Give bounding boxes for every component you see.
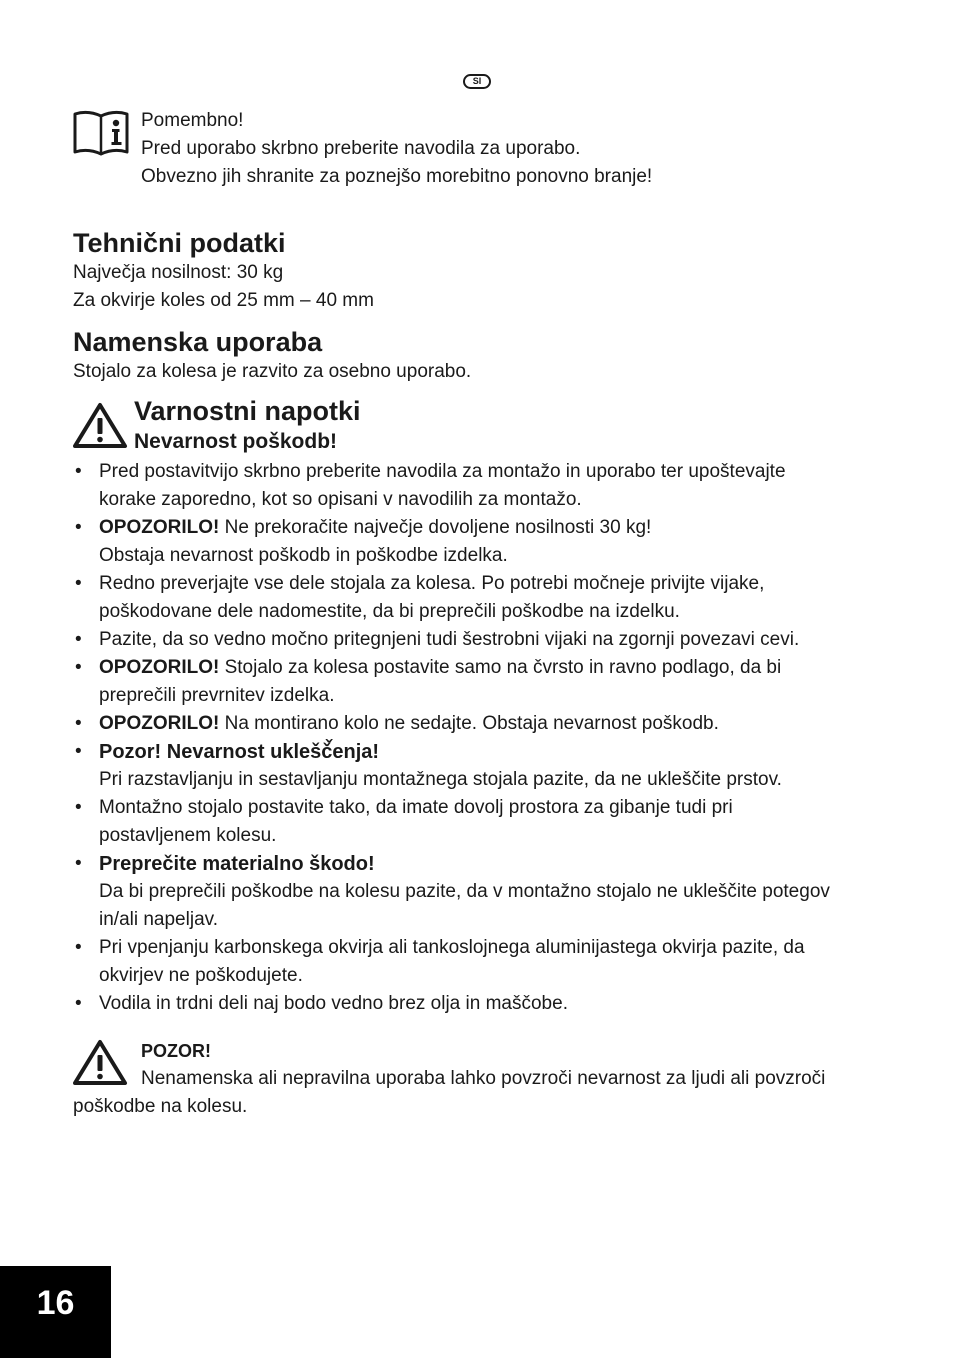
caution-title: POZOR! <box>141 1041 211 1061</box>
list-item-text: • Pri vpenjanju karbonskega okvirja ali tankoslojnega aluminijastega okvirja pazite, da <box>99 937 805 958</box>
use-text: Stojalo za kolesa je razvito za osebno uporabo. <box>73 361 472 382</box>
warning-label: OPOZORILO! <box>99 517 220 538</box>
language-badge: SI <box>463 74 491 89</box>
list-item-text: • Pred postavitvijo skrbno preberite navodila za montažo in uporabo ter upoštevajte <box>99 461 786 482</box>
warning-triangle-icon <box>72 401 128 449</box>
list-item <box>73 934 903 990</box>
notice-line-1: Pomembno! <box>141 110 244 131</box>
list-item-text: preprečili prevrnitev izdelka. <box>99 685 335 706</box>
caution-line-2: poškodbe na kolesu. <box>73 1096 248 1117</box>
list-item-text: Obstaja nevarnost poškodb in poškodbe izdelka. <box>99 545 508 566</box>
list-item <box>73 990 903 1018</box>
tech-line-1: Največja nosilnost: 30 kg <box>73 262 284 283</box>
tech-line-2: Za okvirje koles od 25 mm – 40 mm <box>73 290 374 311</box>
list-item-text: in/ali napeljav. <box>99 909 219 930</box>
list-item-text: • Vodila in trdni deli naj bodo vedno brez olja in maščobe. <box>99 993 568 1014</box>
list-item <box>73 654 903 710</box>
list-item <box>73 626 903 654</box>
warning-triangle-icon <box>72 1038 128 1086</box>
notice-line-3: Obvezno jih shranite za poznejšo morebitno ponovno branje! <box>141 166 653 187</box>
warning-label: OPOZORILO! <box>99 657 220 678</box>
list-item-text: Pri razstavljanju in sestavljanju montažnega stojala pazite, da ne uklešč̌ite prstov. <box>99 769 782 790</box>
warning-label: OPOZORILO! <box>99 713 220 734</box>
list-item-text: okvirjev ne poškodujete. <box>99 965 303 986</box>
list-item <box>73 794 903 850</box>
list-item <box>73 458 903 514</box>
list-item-text: postavljenem kolesu. <box>99 825 277 846</box>
notice-line-2: Pred uporabo skrbno preberite navodila za uporabo. <box>141 138 581 159</box>
list-item-text: • Redno preverjajte vse dele stojala za kolesa. Po potrebi močneje privijte vijake, <box>99 573 765 594</box>
tech-title: Tehnični podatki <box>73 228 286 258</box>
use-title: Namenska uporaba <box>73 327 323 357</box>
list-item-text: korake zaporedno, kot so opisani v navodilih za montažo. <box>99 489 582 510</box>
list-item-text: Da bi preprečili poškodbe na kolesu pazite, da v montažno stojalo ne uklešč̌ite potegov <box>99 881 830 902</box>
list-item <box>73 710 903 738</box>
list-item-heading: • Pozor! Nevarnost uklešč̌enja! <box>99 741 380 763</box>
list-item-text: Na montirano kolo ne sedajte. Obstaja nevarnost poškodb. <box>219 713 719 734</box>
list-item <box>73 850 903 934</box>
list-item-text: • Pazite, da so vedno močno pritegnjeni tudi šestrobni vijaki na zgornji povezavi cevi. <box>99 629 800 650</box>
list-item-text: poškodovane dele nadomestite, da bi preprečili poškodbe na izdelku. <box>99 601 680 622</box>
manual-info-icon <box>72 108 130 158</box>
safety-list <box>73 458 903 1018</box>
safety-title: Varnostni napotki <box>134 396 361 426</box>
page-number: 16 <box>0 1266 111 1358</box>
safety-subtitle: Nevarnost poškodb! <box>134 430 338 453</box>
list-item-heading: • Preprečite materialno škodo! <box>99 853 375 875</box>
list-item <box>73 738 903 794</box>
list-item-text: Stojalo za kolesa postavite samo na čvrsto in ravno podlago, da bi <box>219 657 782 678</box>
list-item <box>73 514 903 570</box>
caution-line-1: Nenamenska ali nepravilna uporaba lahko povzroči nevarnost za ljudi ali povzroči <box>141 1068 826 1089</box>
list-item <box>73 570 903 626</box>
list-item-text: Ne prekoračite največje dovoljene nosilnosti 30 kg! <box>219 517 652 538</box>
list-item-text: • Montažno stojalo postavite tako, da imate dovolj prostora za gibanje tudi pri <box>99 797 733 818</box>
